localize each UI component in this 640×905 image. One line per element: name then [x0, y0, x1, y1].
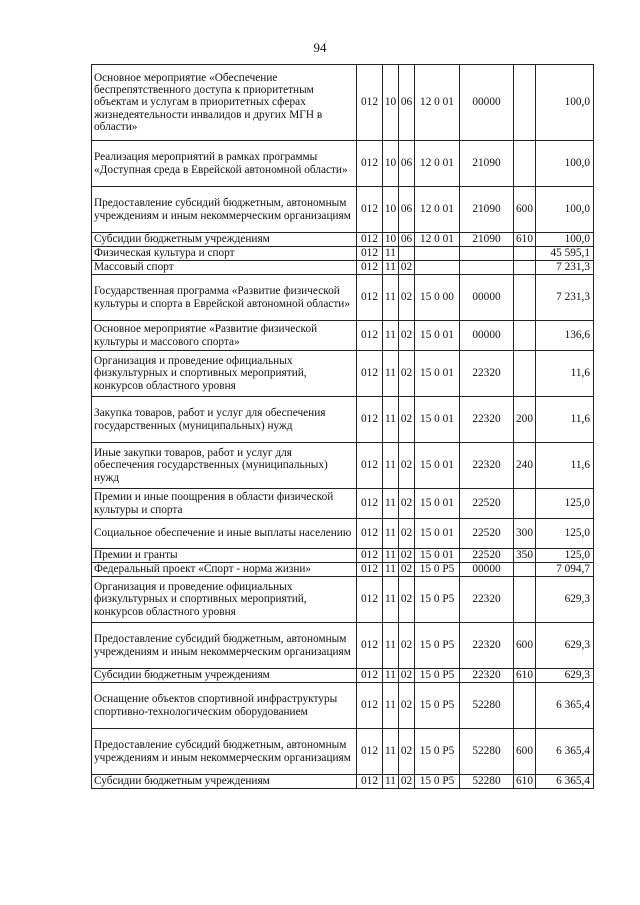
subsection-code: 02 [399, 623, 415, 669]
section-code: 11 [383, 577, 399, 623]
row-name: Субсидии бюджетным учреждениям [92, 669, 357, 683]
subsection-code: 06 [399, 65, 415, 141]
table-row [92, 275, 594, 321]
row-name: Предоставление субсидий бюджетным, автономным учреждениям и иным некоммерческим организациям [92, 623, 357, 669]
program-code: 15 0 01 [415, 519, 460, 549]
program-code: 15 0 P5 [415, 577, 460, 623]
subsection-code: 06 [399, 141, 415, 187]
ministry-code: 012 [357, 669, 383, 683]
table-row [92, 233, 594, 247]
row-name: Физическая культура и спорт [92, 247, 357, 261]
row-name: Закупка товаров, работ и услуг для обеспечения государственных (муниципальных) нужд [92, 397, 357, 443]
direction-code: 00000 [460, 563, 514, 577]
table-row [92, 261, 594, 275]
row-name: Организация и проведение официальных физкультурных и спортивных мероприятий, конкурсов областного уровня [92, 577, 357, 623]
direction-code: 21090 [460, 141, 514, 187]
direction-code: 22520 [460, 549, 514, 563]
direction-code: 22320 [460, 443, 514, 489]
program-code [415, 247, 460, 261]
amount: 11,6 [536, 397, 594, 443]
program-code: 15 0 01 [415, 397, 460, 443]
row-name: Предоставление субсидий бюджетным, автономным учреждениям и иным некоммерческим организациям [92, 187, 357, 233]
row-name: Организация и проведение официальных физкультурных и спортивных мероприятий, конкурсов областного уровня [92, 351, 357, 397]
expense-type-code: 200 [514, 397, 536, 443]
amount: 100,0 [536, 187, 594, 233]
ministry-code: 012 [357, 351, 383, 397]
program-code: 15 0 P5 [415, 669, 460, 683]
section-code: 11 [383, 261, 399, 275]
program-code: 15 0 00 [415, 275, 460, 321]
ministry-code: 012 [357, 261, 383, 275]
ministry-code: 012 [357, 549, 383, 563]
amount: 100,0 [536, 233, 594, 247]
ministry-code: 012 [357, 729, 383, 775]
table-row [92, 775, 594, 789]
table-row [92, 623, 594, 669]
program-code: 15 0 01 [415, 489, 460, 519]
section-code: 10 [383, 141, 399, 187]
amount: 629,3 [536, 623, 594, 669]
expense-type-code [514, 321, 536, 351]
table-row [92, 683, 594, 729]
program-code: 12 0 01 [415, 187, 460, 233]
subsection-code: 02 [399, 577, 415, 623]
section-code: 11 [383, 775, 399, 789]
program-code: 12 0 01 [415, 233, 460, 247]
expense-type-code [514, 261, 536, 275]
ministry-code: 012 [357, 563, 383, 577]
ministry-code: 012 [357, 489, 383, 519]
expense-type-code [514, 275, 536, 321]
row-name: Субсидии бюджетным учреждениям [92, 775, 357, 789]
table-row [92, 65, 594, 141]
subsection-code: 02 [399, 443, 415, 489]
ministry-code: 012 [357, 683, 383, 729]
section-code: 10 [383, 187, 399, 233]
amount: 629,3 [536, 577, 594, 623]
section-code: 11 [383, 683, 399, 729]
direction-code: 22320 [460, 623, 514, 669]
table-row [92, 397, 594, 443]
subsection-code: 02 [399, 683, 415, 729]
section-code: 11 [383, 549, 399, 563]
section-code: 11 [383, 351, 399, 397]
section-code: 11 [383, 275, 399, 321]
row-name: Массовый спорт [92, 261, 357, 275]
expense-type-code [514, 65, 536, 141]
program-code: 15 0 01 [415, 321, 460, 351]
ministry-code: 012 [357, 187, 383, 233]
table-row [92, 247, 594, 261]
direction-code: 00000 [460, 65, 514, 141]
direction-code: 00000 [460, 321, 514, 351]
direction-code [460, 261, 514, 275]
program-code: 15 0 P5 [415, 623, 460, 669]
direction-code: 00000 [460, 275, 514, 321]
table-row [92, 563, 594, 577]
section-code: 11 [383, 623, 399, 669]
program-code [415, 261, 460, 275]
amount: 6 365,4 [536, 683, 594, 729]
direction-code: 22320 [460, 669, 514, 683]
expense-type-code [514, 489, 536, 519]
amount: 100,0 [536, 65, 594, 141]
subsection-code: 02 [399, 261, 415, 275]
program-code: 12 0 01 [415, 65, 460, 141]
subsection-code: 02 [399, 397, 415, 443]
subsection-code: 02 [399, 563, 415, 577]
expense-type-code: 600 [514, 187, 536, 233]
program-code: 15 0 01 [415, 443, 460, 489]
amount: 7 094,7 [536, 563, 594, 577]
amount: 136,6 [536, 321, 594, 351]
expense-type-code: 610 [514, 233, 536, 247]
expense-type-code [514, 351, 536, 397]
direction-code: 21090 [460, 187, 514, 233]
amount: 125,0 [536, 489, 594, 519]
table-row [92, 321, 594, 351]
amount: 45 595,1 [536, 247, 594, 261]
page-number: 94 [313, 40, 327, 55]
section-code: 11 [383, 669, 399, 683]
subsection-code: 02 [399, 489, 415, 519]
program-code: 15 0 P5 [415, 729, 460, 775]
section-code: 11 [383, 519, 399, 549]
program-code: 15 0 P5 [415, 563, 460, 577]
direction-code: 22320 [460, 351, 514, 397]
subsection-code: 02 [399, 275, 415, 321]
program-code: 15 0 P5 [415, 775, 460, 789]
direction-code: 21090 [460, 233, 514, 247]
row-name: Основное мероприятие «Развитие физической культуры и массового спорта» [92, 321, 357, 351]
table-row [92, 669, 594, 683]
table-row [92, 489, 594, 519]
ministry-code: 012 [357, 577, 383, 623]
section-code: 11 [383, 321, 399, 351]
amount: 6 365,4 [536, 729, 594, 775]
program-code: 15 0 01 [415, 549, 460, 563]
expense-type-code [514, 577, 536, 623]
program-code: 12 0 01 [415, 141, 460, 187]
amount: 11,6 [536, 443, 594, 489]
row-name: Основное мероприятие «Обеспечение беспрепятственного доступа к приоритетным объектам и услугам в приоритетных сферах жизнедеятельности инвалидов и других МГН в области» [92, 65, 357, 141]
amount: 11,6 [536, 351, 594, 397]
expense-type-code [514, 141, 536, 187]
row-name: Предоставление субсидий бюджетным, автономным учреждениям и иным некоммерческим организациям [92, 729, 357, 775]
ministry-code: 012 [357, 775, 383, 789]
table-row [92, 577, 594, 623]
row-name: Премии и иные поощрения в области физической культуры и спорта [92, 489, 357, 519]
budget-table-body [92, 65, 594, 789]
expense-type-code: 610 [514, 669, 536, 683]
section-code: 10 [383, 233, 399, 247]
section-code: 11 [383, 247, 399, 261]
program-code: 15 0 01 [415, 351, 460, 397]
ministry-code: 012 [357, 275, 383, 321]
section-code: 11 [383, 443, 399, 489]
amount: 6 365,4 [536, 775, 594, 789]
direction-code: 22320 [460, 397, 514, 443]
subsection-code: 02 [399, 549, 415, 563]
table-row [92, 187, 594, 233]
expense-type-code [514, 683, 536, 729]
expense-type-code [514, 563, 536, 577]
row-name: Государственная программа «Развитие физической культуры и спорта в Еврейской автономной области» [92, 275, 357, 321]
row-name: Субсидии бюджетным учреждениям [92, 233, 357, 247]
amount: 125,0 [536, 549, 594, 563]
section-code: 11 [383, 729, 399, 775]
ministry-code: 012 [357, 519, 383, 549]
table-row [92, 351, 594, 397]
table-row [92, 729, 594, 775]
amount: 100,0 [536, 141, 594, 187]
section-code: 11 [383, 489, 399, 519]
expense-type-code: 350 [514, 549, 536, 563]
ministry-code: 012 [357, 623, 383, 669]
ministry-code: 012 [357, 141, 383, 187]
expense-type-code: 300 [514, 519, 536, 549]
subsection-code: 02 [399, 519, 415, 549]
subsection-code: 02 [399, 775, 415, 789]
subsection-code: 02 [399, 669, 415, 683]
subsection-code: 06 [399, 233, 415, 247]
row-name: Иные закупки товаров, работ и услуг для обеспечения государственных (муниципальных) нужд [92, 443, 357, 489]
amount: 629,3 [536, 669, 594, 683]
ministry-code: 012 [357, 443, 383, 489]
table-row [92, 549, 594, 563]
table-row [92, 443, 594, 489]
subsection-code: 06 [399, 187, 415, 233]
direction-code: 52280 [460, 683, 514, 729]
ministry-code: 012 [357, 247, 383, 261]
direction-code: 52280 [460, 775, 514, 789]
budget-table [91, 64, 594, 789]
subsection-code: 02 [399, 729, 415, 775]
table-row [92, 519, 594, 549]
subsection-code: 02 [399, 351, 415, 397]
subsection-code: 02 [399, 321, 415, 351]
subsection-code [399, 247, 415, 261]
expense-type-code: 610 [514, 775, 536, 789]
row-name: Социальное обеспечение и иные выплаты населению [92, 519, 357, 549]
amount: 7 231,3 [536, 261, 594, 275]
expense-type-code: 600 [514, 623, 536, 669]
ministry-code: 012 [357, 397, 383, 443]
row-name: Реализация мероприятий в рамках программы «Доступная среда в Еврейской автономной области» [92, 141, 357, 187]
ministry-code: 012 [357, 65, 383, 141]
direction-code: 22520 [460, 519, 514, 549]
ministry-code: 012 [357, 321, 383, 351]
program-code: 15 0 P5 [415, 683, 460, 729]
amount: 125,0 [536, 519, 594, 549]
expense-type-code [514, 247, 536, 261]
row-name: Премии и гранты [92, 549, 357, 563]
direction-code: 22520 [460, 489, 514, 519]
direction-code [460, 247, 514, 261]
table-row [92, 141, 594, 187]
section-code: 10 [383, 65, 399, 141]
section-code: 11 [383, 397, 399, 443]
direction-code: 52280 [460, 729, 514, 775]
expense-type-code: 600 [514, 729, 536, 775]
expense-type-code: 240 [514, 443, 536, 489]
direction-code: 22320 [460, 577, 514, 623]
section-code: 11 [383, 563, 399, 577]
ministry-code: 012 [357, 233, 383, 247]
amount: 7 231,3 [536, 275, 594, 321]
row-name: Оснащение объектов спортивной инфраструктуры спортивно-технологическим оборудованием [92, 683, 357, 729]
row-name: Федеральный проект «Спорт - норма жизни» [92, 563, 357, 577]
